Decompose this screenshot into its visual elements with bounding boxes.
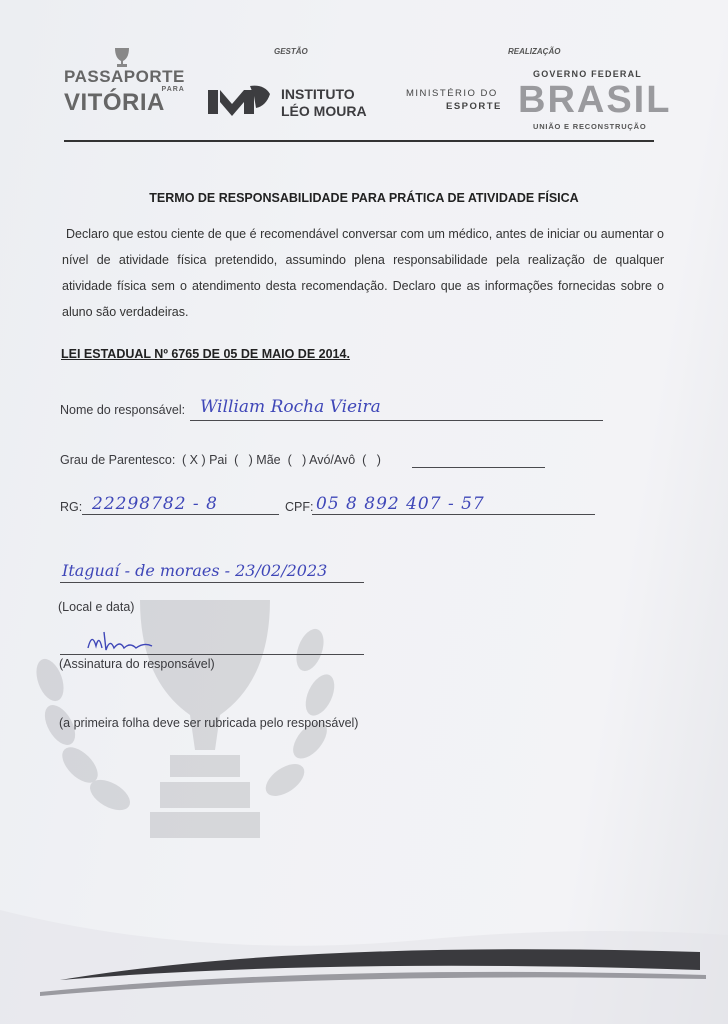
- ministerio-line1: MINISTÉRIO DO: [406, 88, 498, 99]
- kinship-options[interactable]: ( X ) Pai ( ) Mãe ( ) Avó/Avô ( ): [182, 453, 381, 467]
- kinship-label: Grau de Parentesco:: [60, 453, 176, 467]
- place-date-field[interactable]: Itaguaí - de moraes - 23/02/2023: [62, 561, 328, 580]
- law-reference: LEI ESTADUAL Nº 6765 DE 05 DE MAIO DE 2014.: [61, 347, 350, 361]
- rg-field[interactable]: 22298782 - 8: [92, 494, 218, 514]
- cpf-line: [312, 514, 595, 515]
- document-title: TERMO DE RESPONSABILIDADE PARA PRÁTICA DE ATIVIDADE FÍSICA: [149, 191, 579, 205]
- uniao-reconstrucao: UNIÃO E RECONSTRUÇÃO: [533, 122, 647, 131]
- realizacao-label: REALIZAÇÃO: [508, 47, 561, 56]
- governo-federal: GOVERNO FEDERAL: [533, 69, 643, 79]
- place-date-line: [60, 582, 364, 583]
- header-divider: [64, 140, 654, 142]
- footer-wave: [0, 880, 728, 1024]
- logo-line1: PASSAPORTE: [64, 67, 185, 86]
- ministerio-line2: ESPORTE: [446, 101, 502, 112]
- signature-line: [60, 654, 364, 655]
- logo-line3: VITÓRIA: [64, 89, 165, 116]
- rg-line: [82, 514, 279, 515]
- instituto-line2: LÉO MOURA: [281, 103, 367, 119]
- instituto-line1: INSTITUTO: [281, 86, 355, 102]
- cpf-label: CPF:: [285, 500, 314, 514]
- logo-line2: PARA: [161, 86, 185, 93]
- trophy-logo-icon: [108, 46, 136, 68]
- name-field[interactable]: William Rocha Vieira: [200, 397, 381, 417]
- rubric-note: (a primeira folha deve ser rubricada pelo responsável): [59, 716, 359, 730]
- name-label: Nome do responsável:: [60, 403, 186, 417]
- name-line: [190, 420, 603, 421]
- place-date-label: (Local e data): [58, 600, 135, 614]
- declaration-paragraph: Declaro que estou ciente de que é recomendável conversar com um médico, antes de iniciar ou aumentar o nível de atividade física pretendido, assumindo plena responsabilidade pela realização de qualquer atividade física sem o atendimento desta recomendação. Declaro que as informações fornecidas sobre o aluno são verdadeiras.: [62, 227, 664, 319]
- signature-label: (Assinatura do responsável): [59, 657, 215, 671]
- instituto-logo-icon: [206, 82, 272, 122]
- rg-label: RG:: [60, 500, 83, 514]
- brasil-logo-text: BRASIL: [518, 79, 672, 121]
- kinship-other-line: [412, 467, 545, 468]
- cpf-field[interactable]: 05 8 892 407 - 57: [316, 494, 485, 514]
- gestao-label: GESTÃO: [274, 47, 308, 56]
- signature-drawing[interactable]: [84, 628, 164, 656]
